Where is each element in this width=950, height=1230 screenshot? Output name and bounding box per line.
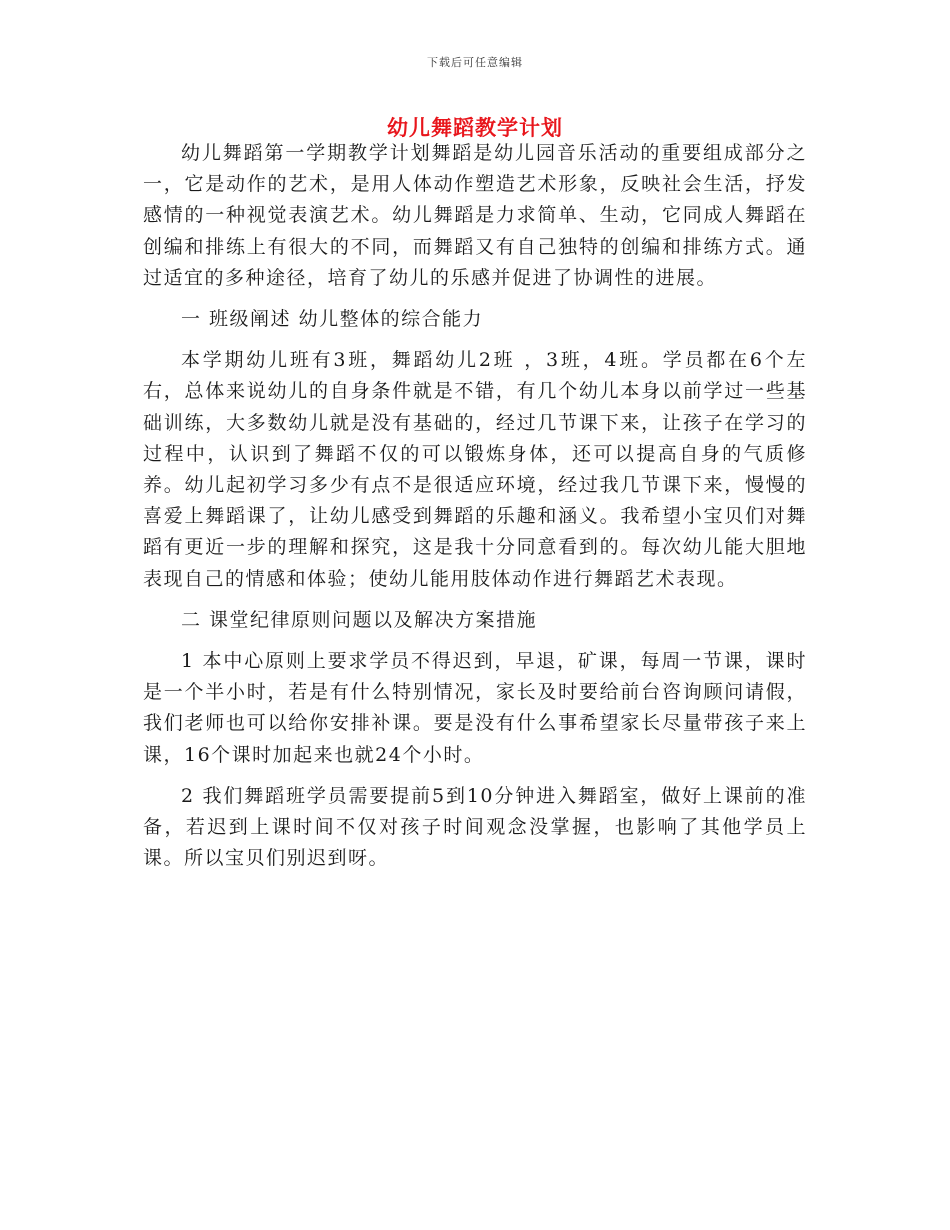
- class-overview-paragraph: 本学期幼儿班有3班，舞蹈幼儿2班 ，3班，4班。学员都在6个左右，总体来说幼儿的自身条件就是不错，有几个幼儿本身以前学过一些基础训练，大多数幼儿就是没有基础的，经过几节课下来，让孩子在学习的过程中，认识到了舞蹈不仅的可以锻炼身体，还可以提高自身的气质修养。幼儿起初学习多少有点不是很适应环境，经过我几节课下来，慢慢的喜爱上舞蹈课了，让幼儿感受到舞蹈的乐趣和涵义。我希望小宝贝们对舞蹈有更近一步的理解和探究，这是我十分同意看到的。每次幼儿能大胆地表现自己的情感和体验；使幼儿能用肢体动作进行舞蹈艺术表现。: [143, 349, 807, 590]
- discipline-rule-2-paragraph: 2 我们舞蹈班学员需要提前5到10分钟进入舞蹈室，做好上课前的准备，若迟到上课时间不仅对孩子时间观念没掌握，也影响了其他学员上课。所以宝贝们别迟到呀。: [143, 784, 807, 870]
- document-title: 幼儿舞蹈教学计划: [387, 115, 563, 140]
- section-heading-discipline: 二 课堂纪律原则问题以及解决方案措施: [181, 608, 538, 631]
- document-body: [143, 138, 807, 884]
- discipline-rule-1-paragraph: 1 本中心原则上要求学员不得迟到，早退，矿课，每周一节课，课时是一个半小时，若是有什么特别情况，家长及时要给前台咨询顾问请假，我们老师也可以给你安排补课。要是没有什么事希望家长尽量带孩子来上课，16个课时加起来也就24个小时。: [143, 650, 807, 766]
- intro-paragraph: 幼儿舞蹈第一学期教学计划舞蹈是幼儿园音乐活动的重要组成部分之一，它是动作的艺术，是用人体动作塑造艺术形象，反映社会生活，抒发感情的一种视觉表演艺术。幼儿舞蹈是力求简单、生动，它同成人舞蹈在创编和排练上有很大的不同，而舞蹈又有自己独特的创编和排练方式。通过适宜的多种途径，培育了幼儿的乐感并促进了协调性的进展。: [143, 142, 807, 289]
- page-header-note: 下载后可任意编辑: [427, 56, 523, 69]
- section-heading-class-overview: 一 班级阐述 幼儿整体的综合能力: [181, 308, 484, 331]
